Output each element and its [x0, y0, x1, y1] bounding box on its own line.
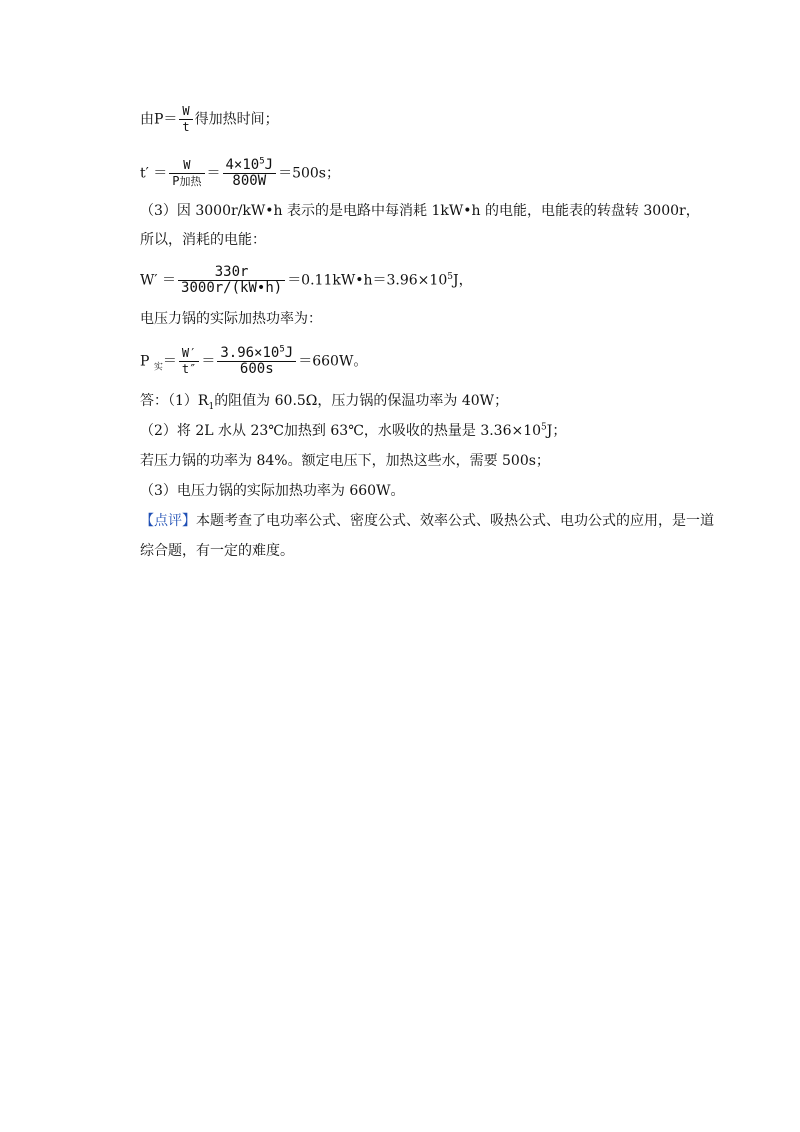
- line-therefore: 所以，消耗的电能：: [140, 232, 266, 248]
- fraction-numerator: 330r: [178, 265, 285, 281]
- text-pre-b: ＝: [162, 353, 177, 370]
- text-sub: 1: [208, 401, 215, 412]
- text-pre: W′ ＝: [140, 272, 177, 289]
- fraction-numerator: W: [169, 158, 204, 174]
- comment-text: 本题考查了电功率公式、密度公式、效率公式、吸热公式、电功公式的应用，是一道: [196, 513, 714, 529]
- text-b: 的阻值为 60.5Ω，压力锅的保温功率为 40W；: [214, 393, 509, 409]
- text-pre-sub: 实: [153, 362, 163, 373]
- fraction-revolutions: [178, 265, 285, 296]
- fraction-numerator: [217, 346, 296, 362]
- line-answer-1: [140, 391, 508, 411]
- text-post-b: J，: [452, 272, 473, 289]
- text-a: 答：（1）R: [140, 393, 209, 409]
- fraction-numerator: W: [179, 104, 192, 120]
- line-formula-p: [140, 104, 279, 135]
- fraction-w-over-p: [169, 158, 204, 189]
- text-pre: t′ ＝: [140, 165, 168, 182]
- line-answer-3: （3）电压力锅的实际加热功率为 660W。: [140, 483, 405, 499]
- text-post-exp: 5: [447, 271, 453, 282]
- line-actual-power-calc: [140, 346, 367, 377]
- fraction-denominator: 3000r/(kW•h): [181, 280, 283, 296]
- fraction-energy-over-power: [223, 158, 277, 189]
- fraction-w-over-t: [179, 104, 192, 135]
- fraction-numerator: [223, 158, 277, 174]
- text-pre: 由P＝: [140, 111, 178, 128]
- num-b: J: [284, 345, 294, 361]
- fraction-w-over-t2: [179, 346, 199, 377]
- text-post: ＝500s；: [278, 165, 340, 182]
- line-answer-2: [140, 421, 566, 441]
- equals-sign: ＝: [206, 165, 221, 182]
- text-a: （2）将 2L 水从 23℃加热到 63℃，水吸收的热量是 3.36×10: [140, 423, 542, 439]
- line-energy-calc: [140, 265, 473, 296]
- fraction-denominator: 600s: [239, 361, 274, 377]
- equals-sign: ＝: [201, 353, 216, 370]
- num-exp: 5: [259, 156, 265, 167]
- den-sub: 加热: [179, 175, 202, 188]
- num-b: J: [264, 157, 274, 173]
- fraction-denominator: [169, 174, 204, 189]
- comment-tag: 【点评】: [140, 513, 196, 529]
- fraction-denominator: 800W: [232, 173, 267, 189]
- line-comment-2: 综合题，有一定的难度。: [140, 543, 294, 559]
- text-b: J；: [546, 423, 567, 439]
- line-time-calc: [140, 158, 340, 189]
- line-answer-2b: 若压力锅的功率为 84%。额定电压下，加热这些水，需要 500s；: [140, 453, 550, 469]
- text-post-a: ＝0.11kW•h＝3.96×10: [287, 272, 448, 289]
- text-pre-a: P: [140, 353, 154, 370]
- num-exp: 5: [279, 344, 285, 355]
- fraction-denominator: t: [182, 120, 190, 134]
- fraction-denominator: t″: [181, 362, 197, 376]
- num-a: 3.96×10: [220, 345, 280, 361]
- num-a: 4×10: [225, 157, 260, 173]
- den-main: P: [172, 174, 180, 188]
- line-step3-intro: （3）因 3000r/kW•h 表示的是电路中每消耗 1kW•h 的电能，电能表的转盘转 3000r，: [140, 203, 700, 219]
- line-actual-power-intro: 电压力锅的实际加热功率为：: [140, 311, 322, 327]
- text-post: 得加热时间；: [194, 111, 279, 128]
- fraction-energy-over-time: [217, 346, 296, 377]
- text-exp: 5: [541, 422, 547, 433]
- text-post: ＝660W。: [298, 353, 368, 370]
- line-comment: [140, 511, 714, 531]
- fraction-numerator: W′: [179, 346, 199, 362]
